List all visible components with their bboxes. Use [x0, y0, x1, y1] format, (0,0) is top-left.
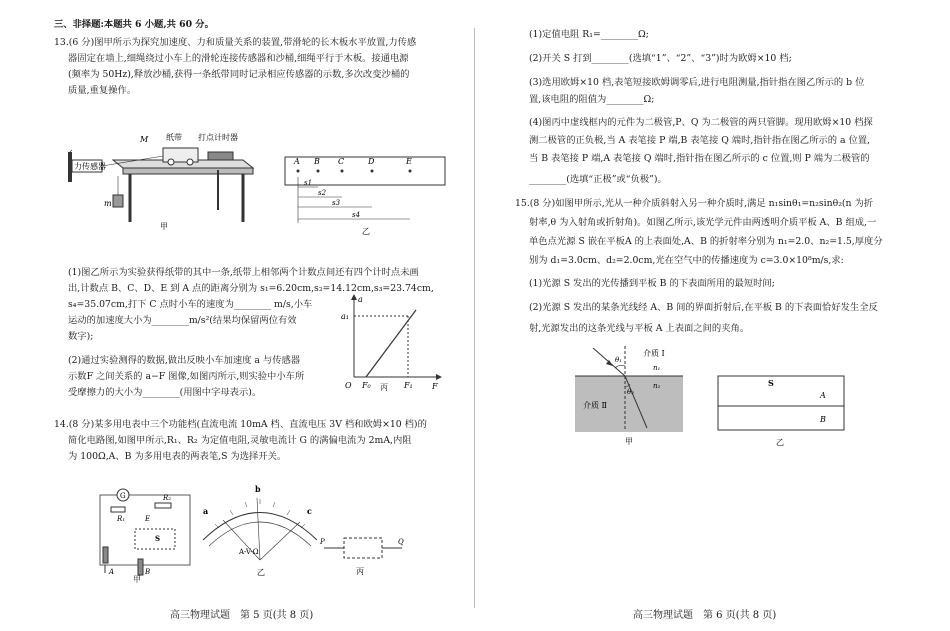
q13-part1-line-4: 运动的加速度大小为________m/s²(结果均保留两位有效	[68, 315, 297, 326]
q13-line-4: 质量,重复操作。	[68, 85, 137, 96]
q15-line-3: 单色点光源 S 嵌在平板A 的上表面处,A、B 的折射率分别为 n₁=2.0、n₂=1.5,厚度分	[529, 236, 883, 247]
q15-figure-yi	[716, 372, 851, 448]
q14-figure-yi	[195, 480, 325, 580]
q14-part4-line-3: 当 B 表笔接 P 端,A 表笔接 Q 端时,指针指在图乙所示的 c 位置,则 P 端为二极管的	[529, 153, 870, 164]
q14-part4-line-1: (4)图丙中虚线框内的元件为二极管,P、Q 为二极管的两只管脚。现用欧姆×10 档探	[529, 117, 873, 128]
probe-A: A	[109, 568, 115, 576]
page-divider	[474, 28, 475, 608]
seg-s1: s1	[304, 179, 313, 187]
q13-part2-line-3: 受摩擦力的大小为________(用图中字母表示)。	[68, 387, 262, 398]
q14-part4-line-4: ________(选填“正极”或“负极”)。	[529, 174, 667, 185]
q14-part3-line-1: (3)选用欧姆×10 档,表笔短接欧姆调零后,进行电阻测量,指针指在图乙所示的 b 位	[529, 77, 865, 88]
q14-figure-jia	[95, 485, 205, 580]
label-m: m	[104, 199, 112, 208]
source-S: S	[768, 378, 774, 388]
tape-point-C: C	[338, 157, 345, 166]
left-page	[0, 0, 472, 631]
angle-theta1: θ₁	[615, 356, 623, 364]
tape-point-D: D	[368, 157, 375, 166]
right-page	[478, 0, 950, 631]
q14-part3-line-2: 置,该电阻的阻值为________Ω;	[529, 94, 655, 105]
pin-Q: Q	[398, 538, 404, 546]
angle-theta2: θ₂	[627, 388, 635, 396]
seg-s4: s4	[352, 211, 361, 219]
label-a1: a₁	[341, 312, 349, 321]
battery-E: E	[145, 515, 151, 523]
q15-line-2: 射率,θ 为入射角或折射角)。如图乙所示,该光学元件由两透明介质平板 A、B 组成,一	[529, 217, 877, 228]
right-footer: 高三物理试题 第 6 页(共 8 页)	[633, 610, 777, 621]
q15-figure-jia	[573, 342, 703, 448]
q14-caption-jia: 甲	[133, 575, 141, 584]
q14-part2: (2)开关 S 打到________(选填“1”、“2”、“3”)时为欧姆×10 档;	[529, 53, 792, 64]
resistor-R2: R₂	[163, 494, 172, 502]
sensor-label: 力传感器	[74, 162, 106, 171]
q13-line-3: (频率为 50Hz),释放沙桶,获得一条纸带同时记录相应传感器的示数,多次改变沙桶的	[68, 69, 410, 80]
pointer-a: a	[203, 506, 209, 516]
pin-P: P	[320, 538, 325, 546]
q15-caption-yi: 乙	[776, 438, 784, 447]
label-M: M	[140, 135, 149, 144]
seg-s2: s2	[318, 189, 327, 197]
caption-bing: 丙	[380, 383, 388, 392]
pointer-b: b	[255, 484, 261, 494]
diode-box	[344, 538, 382, 558]
q13-part1-line-2: 出,计数点 B、C、D、E 到 A 点的距离分别为 s₁=6.20cm,s₂=14.12cm,s₃=23.74cm,	[68, 283, 434, 294]
pointer-c: c	[307, 506, 312, 516]
medium-2-label: 介质 Ⅱ	[583, 401, 607, 410]
q14-figure-bing	[318, 530, 408, 580]
q13-part2-line-1: (2)通过实验测得的数据,做出反映小车加速度 a 与传感器	[68, 355, 301, 366]
seg-s3: s3	[332, 199, 341, 207]
section-heading: 三、非择题:本题共 6 小题,共 60 分。	[54, 19, 214, 30]
plate-A: A	[820, 391, 826, 400]
axis-F: F	[432, 382, 438, 391]
q13-figure-bing	[336, 292, 446, 392]
q13-line-1: 13.(6 分)图甲所示为探究加速度、力和质量关系的装置,带滑轮的长木板水平放置,力传感	[54, 37, 417, 48]
meter-scale-label: A-V-Ω	[239, 548, 259, 556]
sand-bucket	[113, 195, 123, 207]
q14-part1: (1)定值电阻 R₁=________Ω;	[529, 29, 649, 40]
label-F1: F₁	[404, 381, 413, 390]
switch-S: S	[155, 534, 161, 543]
label-paper: 纸带	[166, 133, 182, 142]
medium-1-label: 介质 Ⅰ	[643, 349, 665, 358]
label-timer: 打点计时器	[198, 133, 238, 142]
q14-caption-bing: 丙	[356, 567, 364, 576]
q13-figure-jia	[68, 130, 268, 230]
caption-yi: 乙	[362, 227, 370, 236]
q15-caption-jia: 甲	[625, 437, 633, 446]
q14-caption-yi: 乙	[257, 568, 265, 577]
tape-point-E: E	[406, 157, 412, 166]
board	[123, 168, 253, 174]
q13-part1-line-1: (1)图乙所示为实验获得纸带的其中一条,纸带上相邻两个计数点间还有四个计时点未画	[68, 267, 419, 278]
q15-part2-line-2: 射,光源发出的这条光线与平板 A 上表面之间的夹角。	[529, 323, 750, 334]
index-n1: n₁	[653, 364, 661, 372]
probe-B: B	[145, 568, 151, 576]
index-n2: n₂	[653, 382, 661, 390]
q14-line-3: 为 100Ω,A、B 为多用电表的两表笔,S 为选择开关。	[68, 451, 287, 462]
galvanometer-G: G	[120, 492, 126, 500]
tape-point-A: A	[294, 157, 300, 166]
q13-part1-line-3: s₄=35.07cm,打下 C 点时小车的速度为________ m/s,小车	[68, 299, 313, 310]
tape-point-B: B	[314, 157, 320, 166]
q15-part1: (1)光源 S 发出的光传播到平板 B 的下表面所用的最短时间;	[529, 278, 775, 289]
caption-jia: 甲	[160, 222, 168, 230]
label-F0: F₀	[362, 381, 371, 390]
axis-a: a	[358, 295, 363, 304]
q14-line-1: 14.(8 分)某多用电表中三个功能档(直流电流 10mA 档、直流电压 3V 档和欧姆×10 档)的	[54, 419, 427, 430]
q13-part1-line-5: 数字);	[68, 331, 94, 342]
q13-part2-line-2: 示数F 之间关系的 a−F 图像,如图丙所示,则实验中小车所	[68, 371, 305, 382]
plate-B: B	[820, 415, 826, 424]
q13-line-2: 器固定在墙上,细绳绕过小车上的滑轮连接传感器和沙桶,细绳平行于木板。接通电源	[68, 53, 409, 64]
q14-line-2: 简化电路图,如图甲所示,R₁、R₂ 为定值电阻,灵敏电流计 G 的满偏电流为 2mA,内阻	[68, 435, 412, 446]
timer	[208, 152, 233, 160]
q15-line-1: 15.(8 分)如图甲所示,光从一种介质斜射入另一种介质时,满足 n₁sinθ₁=n₂sinθ₂(n 为折	[515, 198, 874, 209]
q13-figure-yi	[280, 145, 450, 237]
resistor-R1: R₁	[117, 515, 126, 523]
q15-part2-line-1: (2)光源 S 发出的某条光线经 A、B 间的界面折射后,在平板 B 的下表面恰好发生全反	[529, 302, 878, 313]
q14-part4-line-2: 测二极管的正负极,当 A 表笔接 P 端,B 表笔接 Q 端时,指针指在图乙所示的 a 位置,	[529, 135, 870, 146]
origin-O: O	[345, 381, 352, 390]
q15-line-4: 别为 d₁=3.0cm、d₂=2.0cm,光在空气中的传播速度为 c=3.0×10⁸m/s,求:	[529, 255, 844, 266]
left-footer: 高三物理试题 第 5 页(共 8 页)	[170, 610, 314, 621]
